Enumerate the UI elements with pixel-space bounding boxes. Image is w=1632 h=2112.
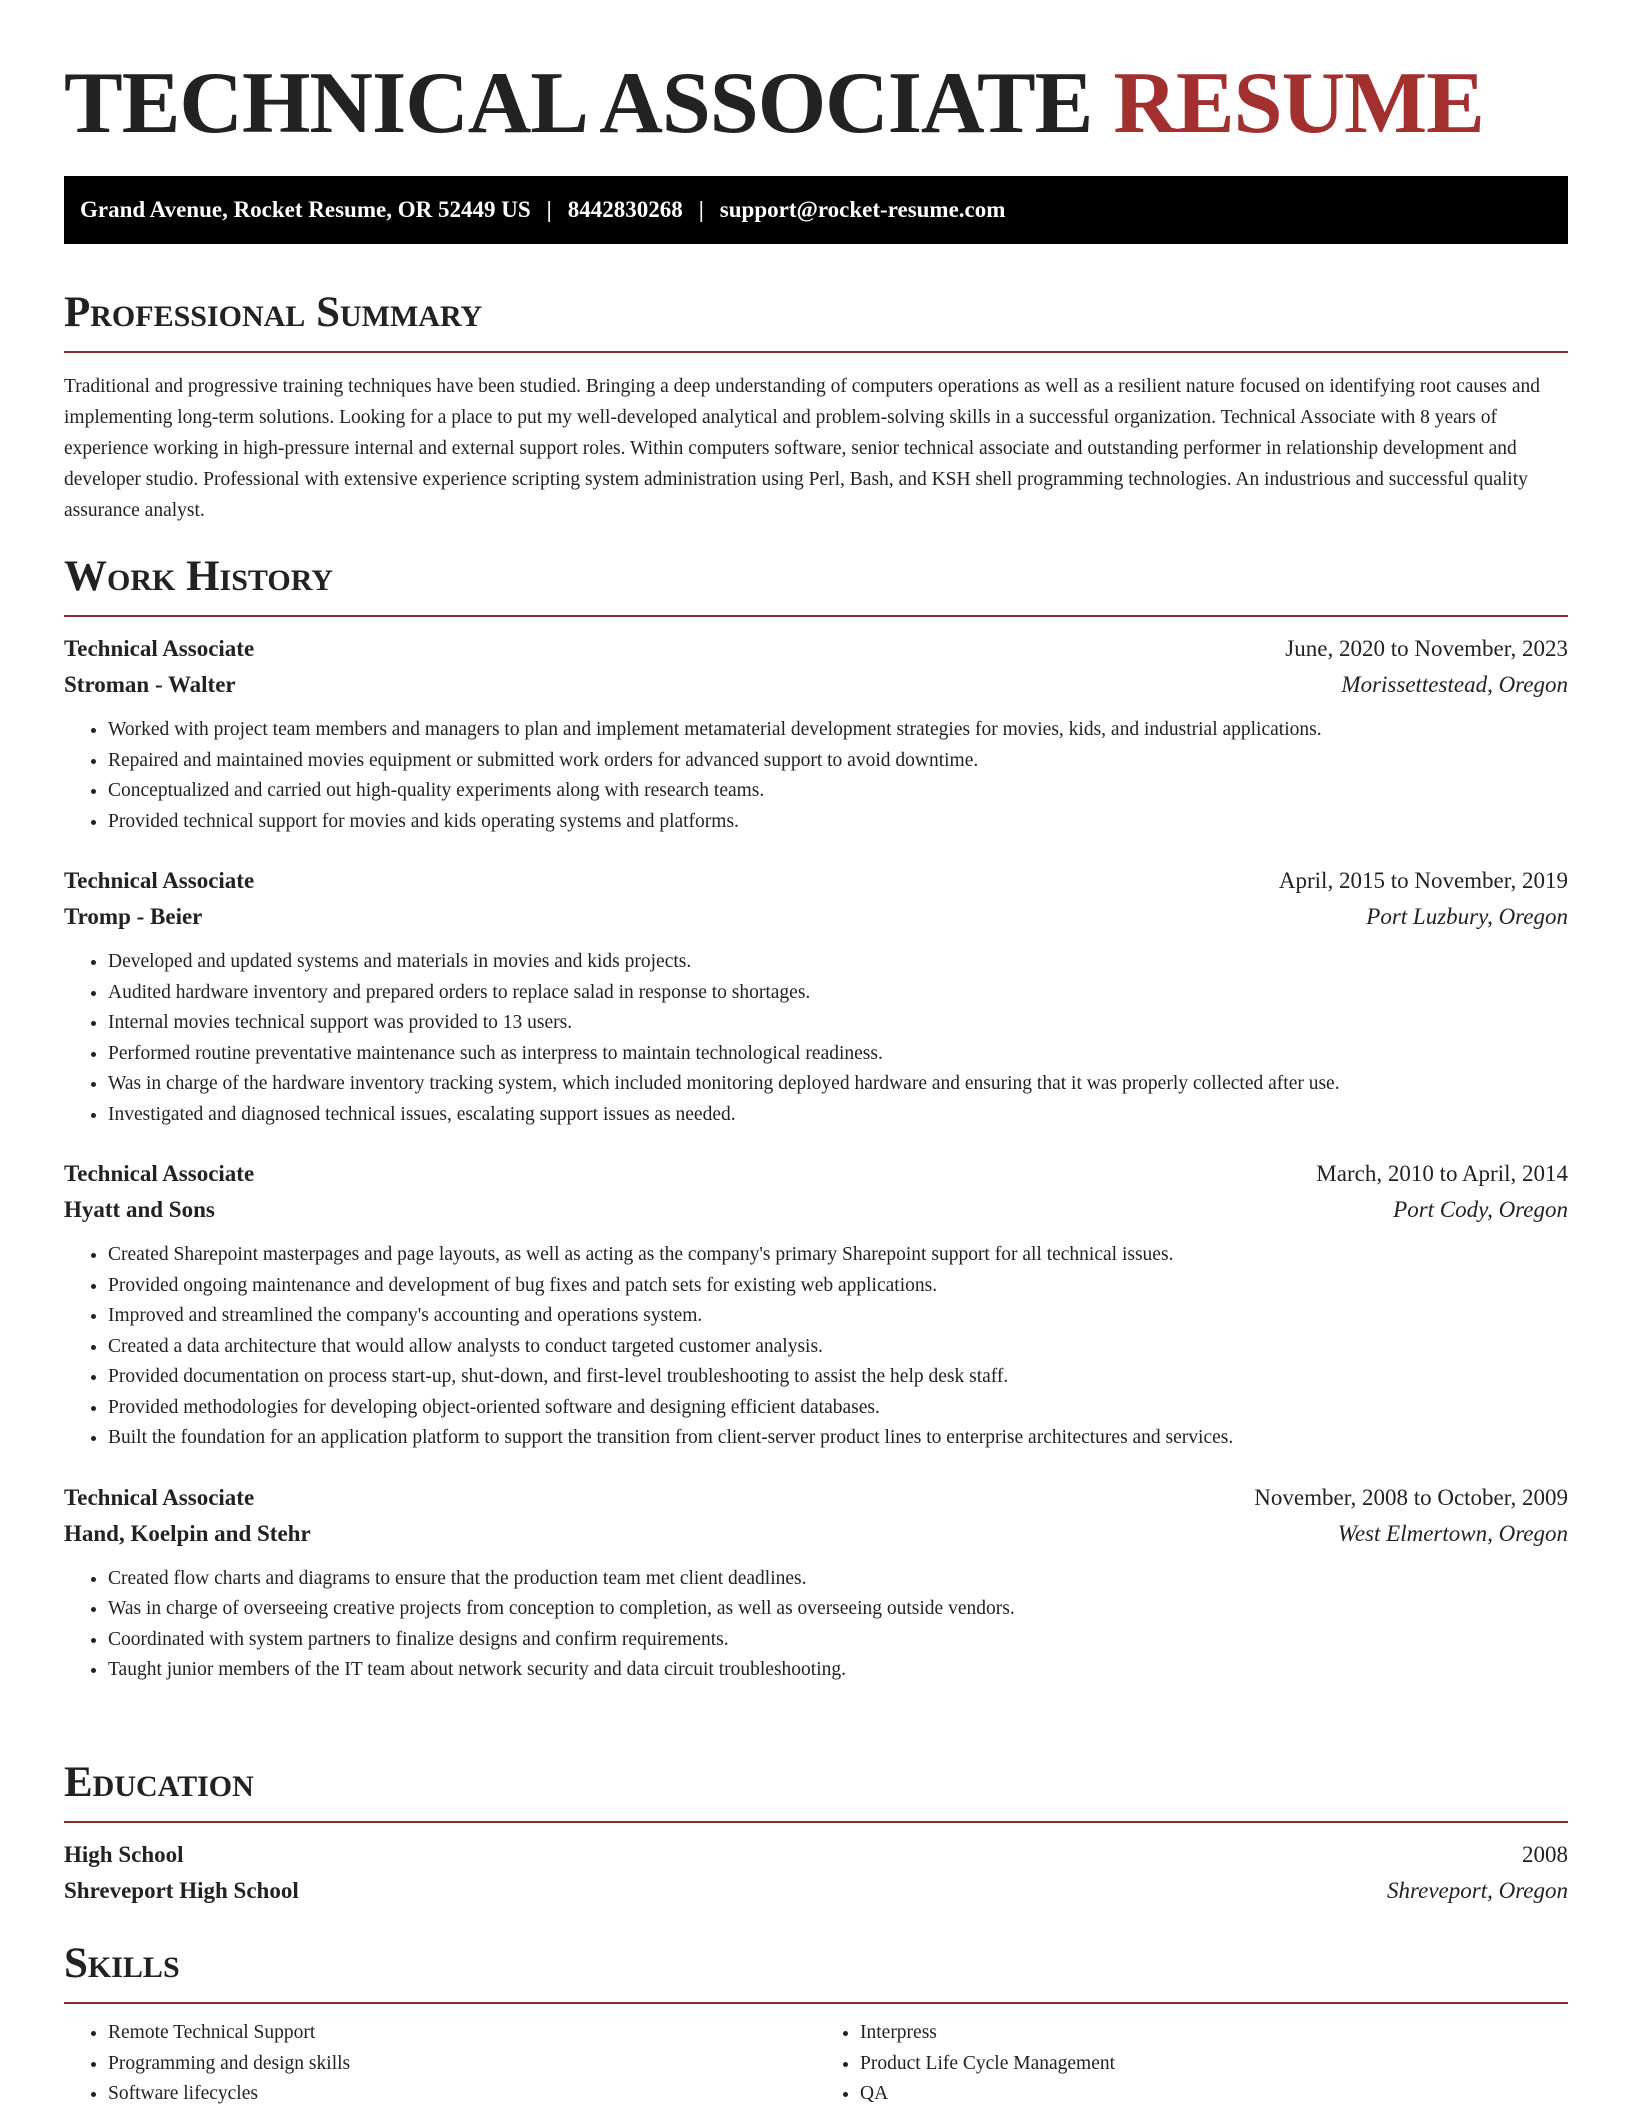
job-location: Port Luzbury, Oregon [1366,904,1568,929]
contact-phone: 8442830268 [567,197,683,222]
skills-heading: Skills [64,1940,180,1987]
resume-title [64,52,1568,156]
work-history-heading: Work History [64,553,333,600]
skill-item: • Product Life Cycle Management [860,2049,1568,2080]
job-bullet-list [64,715,1568,837]
job-dates: March, 2010 to April, 2014 [1316,1161,1568,1186]
title-main: TECHNICAL ASSOCIATE [64,55,1093,152]
contact-separator: | [546,197,552,222]
section-divider [64,351,1568,353]
job-row-bottom [64,667,1568,703]
job-bullet: • Created flow charts and diagrams to ensure that the production team met client deadlines. [108,1564,1568,1595]
section-divider [64,1821,1568,1823]
job-title: Technical Associate [64,1161,255,1186]
job-title: Technical Associate [64,636,255,661]
job-entry [64,1156,1568,1454]
job-bullet: • Coordinated with system partners to finalize designs and confirm requirements. [108,1625,1568,1656]
job-row-bottom [64,899,1568,935]
title-accent: RESUME [1113,55,1484,152]
job-bullet-list [64,1564,1568,1686]
education-year: 2008 [1522,1842,1568,1867]
job-row-top [64,1480,1568,1516]
education-location: Shreveport, Oregon [1387,1878,1568,1903]
job-bullet: • Performed routine preventative maintenance such as interpress to maintain technological readiness. [108,1039,1568,1070]
contact-address: Grand Avenue, Rocket Resume, OR 52449 US [80,197,531,222]
summary-section [64,287,1568,526]
job-entry [64,1480,1568,1686]
section-divider [64,615,1568,617]
job-bullet: • Created Sharepoint masterpages and page layouts, as well as acting as the company's primary Sharepoint support for all technical issues. [108,1240,1568,1271]
job-bullet: • Internal movies technical support was provided to 13 users. [108,1008,1568,1039]
skill-item: • Software lifecycles [108,2079,816,2110]
skills-grid [64,2018,1568,2110]
education-degree: High School [64,1842,184,1867]
skill-item: • Interpress [860,2018,1568,2049]
job-row-bottom [64,1516,1568,1552]
skills-list-left [64,2018,816,2110]
section-divider [64,2002,1568,2004]
job-list [64,631,1568,1686]
job-company: Hand, Koelpin and Stehr [64,1520,311,1546]
job-bullet: • Taught junior members of the IT team about network security and data circuit troubleshooting. [108,1655,1568,1686]
job-entry [64,863,1568,1130]
job-bullet: • Was in charge of the hardware inventory tracking system, which included monitoring deployed hardware and ensuring that it was properly collected after use. [108,1069,1568,1100]
job-bullet: • Developed and updated systems and materials in movies and kids projects. [108,947,1568,978]
job-bullet-list [64,947,1568,1130]
job-bullet: • Provided technical support for movies and kids operating systems and platforms. [108,807,1568,838]
skills-section [64,1938,1568,2110]
job-row-bottom [64,1192,1568,1228]
education-school: Shreveport High School [64,1878,299,1903]
contact-bar [64,176,1568,244]
job-dates: June, 2020 to November, 2023 [1285,636,1568,661]
work-history-section [64,551,1568,1686]
job-row-top [64,1156,1568,1192]
contact-separator: | [698,197,704,222]
education-heading: Education [64,1759,254,1806]
job-bullet: • Audited hardware inventory and prepared orders to replace salad in response to shortages. [108,978,1568,1009]
summary-heading: Professional Summary [64,289,483,336]
job-bullet: • Improved and streamlined the company's accounting and operations system. [108,1301,1568,1332]
job-bullet: • Provided ongoing maintenance and development of bug fixes and patch sets for existing web applications. [108,1271,1568,1302]
job-bullet: • Repaired and maintained movies equipment or submitted work orders for advanced support to avoid downtime. [108,746,1568,777]
job-location: West Elmertown, Oregon [1337,1520,1568,1546]
job-company: Tromp - Beier [64,904,203,929]
job-bullet: • Was in charge of overseeing creative projects from conception to completion, as well as overseeing outside vendors. [108,1594,1568,1625]
skill-item: • Remote Technical Support [108,2018,816,2049]
job-title: Technical Associate [64,1484,255,1510]
job-entry [64,631,1568,837]
job-location: Port Cody, Oregon [1393,1197,1568,1222]
job-dates: November, 2008 to October, 2009 [1254,1484,1568,1510]
job-company: Stroman - Walter [64,672,236,697]
summary-text: Traditional and progressive training techniques have been studied. Bringing a deep understanding of computers operations as well as a resilient nature focused on identifying root causes and implementing long-term solutions. Looking for a place to put my well-developed analytical and problem-solving skills in a successful organization. Technical Associate with 8 years of experience working in high-pressure internal and external support roles. Within computers software, senior technical associate and outstanding performer in relationship development and developer studio. Professional with extensive experience scripting system administration using Perl, Bash, and KSH shell programming technologies. An industrious and successful quality assurance analyst. [64,376,1541,521]
job-bullet: • Provided documentation on process start-up, shut-down, and first-level troubleshooting to assist the help desk staff. [108,1362,1568,1393]
job-bullet: • Built the foundation for an application platform to support the transition from client-server product lines to enterprise architectures and services. [108,1423,1568,1454]
job-row-top [64,631,1568,667]
education-row-bottom [64,1873,1568,1909]
job-bullet: • Conceptualized and carried out high-quality experiments along with research teams. [108,776,1568,807]
skills-list-right [816,2018,1568,2110]
job-title: Technical Associate [64,868,255,893]
job-dates: April, 2015 to November, 2019 [1278,868,1568,893]
job-bullet: • Worked with project team members and managers to plan and implement metamaterial development strategies for movies, kids, and industrial applications. [108,715,1568,746]
education-section [64,1757,1568,1909]
education-row-top [64,1837,1568,1873]
job-bullet: • Investigated and diagnosed technical issues, escalating support issues as needed. [108,1100,1568,1131]
skill-item: • Programming and design skills [108,2049,816,2080]
job-location: Morissettestead, Oregon [1341,672,1568,697]
job-bullet-list [64,1240,1568,1454]
job-bullet: • Provided methodologies for developing object-oriented software and designing efficient databases. [108,1393,1568,1424]
job-row-top [64,863,1568,899]
skill-item: • QA [860,2079,1568,2110]
job-company: Hyatt and Sons [64,1197,215,1222]
job-bullet: • Created a data architecture that would allow analysts to conduct targeted customer analysis. [108,1332,1568,1363]
contact-email: support@rocket-resume.com [719,197,1006,222]
education-entry [64,1837,1568,1909]
